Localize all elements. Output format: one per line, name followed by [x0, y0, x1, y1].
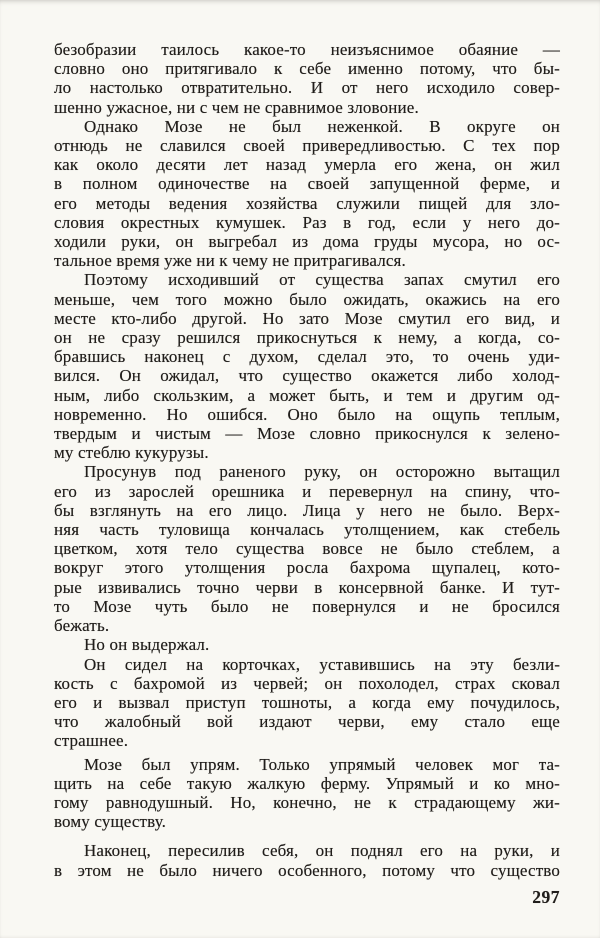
text-line: бежать. [54, 616, 110, 636]
text-line: новременно. Но ошибся. Оно было на ощупь теплым, [54, 404, 560, 424]
paragraph [54, 270, 560, 462]
text-line: месте кто-либо другой. Но зато Мозе смутил его вид, и [54, 308, 560, 328]
text-line: словия окрестных кумушек. Раз в год, если у него до- [54, 212, 560, 232]
text-line: как около десяти лет назад умерла его жена, он жил [54, 155, 560, 175]
text-line: словно оно притягивало к себе именно потому, что бы- [54, 59, 560, 79]
text-line: безобразии таилось какое-то неизъяснимое обаяние — [54, 40, 560, 59]
text-line: щить на себе такую жалкую ферму. Упрямый и ко мно- [54, 773, 560, 793]
text-line: вился. Он ожидал, что существо окажется либо холод- [54, 366, 560, 386]
text-line: он не сразу решился прикоснуться к нему, а когда, со- [54, 328, 560, 348]
text-line: кость с бахромой из червей; он похолодел, страх сковал [54, 673, 560, 693]
paragraph [54, 841, 560, 879]
text-line: отнюдь не славился своей привередливостью. С тех пор [54, 136, 560, 156]
text-line: ным, либо скользким, а может быть, и тем и другим од- [54, 385, 560, 405]
page-number: 297 [532, 887, 560, 907]
text-line: гому равнодушный. Но, конечно, не к страдающему жи- [54, 792, 560, 812]
text-line: Он сидел на корточках, уставившись на эту безли- [84, 654, 560, 674]
text-line: его и вызвал приступ тошноты, а когда ему почудилось, [54, 692, 560, 712]
text-line: рые извивались точно черви в консервной банке. И тут- [54, 577, 560, 597]
text-line: ходили руки, он выгребал из дома груды мусора, но ос- [54, 232, 560, 252]
text-line: Наконец, пересилив себя, он поднял его на руки, и [84, 841, 560, 861]
text-line: Просунув под раненого руку, он осторожно вытащил [84, 462, 560, 482]
text-line: ло настолько отвратительно. И от него исходило совер- [54, 78, 560, 98]
text-line: страшнее. [54, 731, 129, 751]
text-line: цветком, хотя тело существа вовсе не было стеблем, а [54, 539, 560, 559]
paragraph [54, 755, 560, 832]
text-line: бы взглянуть на его лицо. Лица у него не было. Верх- [54, 500, 560, 520]
text-line: меньше, чем того можно было ожидать, окажись на его [54, 289, 560, 309]
paragraph [54, 40, 560, 117]
text-line: что жалобный вой издают черви, ему стало еще [54, 712, 560, 732]
paragraph [54, 117, 560, 271]
text-line: его методы ведения хозяйства служили пищей для зло- [54, 193, 560, 213]
text-line: вому существу. [54, 812, 167, 832]
text-line: то Мозе чуть было не повернулся и не бросился [54, 596, 560, 616]
text-line: в этом не было ничего особенного, потому что существо [54, 860, 560, 880]
text-line: вокруг этого утолщения росла бахрома щупалец, кото- [54, 558, 560, 578]
text-line: му стеблю кукурузы. [54, 443, 209, 463]
page-text [54, 40, 560, 880]
text-line: тальное время уже ни к чему не притрагивался. [54, 251, 406, 271]
text-line: Поэтому исходивший от существа запах смутил его [84, 270, 560, 290]
text-line: Однако Мозе не был неженкой. В округе он [84, 116, 560, 136]
text-line: в полном одиночестве на своей запущенной ферме, и [54, 174, 560, 194]
text-line: няя часть туловища кончалась утолщением, как стебель [54, 520, 560, 540]
text-line: Мозе был упрям. Только упрямый человек мог та- [84, 754, 560, 774]
text-line: его из зарослей орешника и перевернул на спину, что- [54, 481, 560, 501]
paragraph [54, 635, 560, 654]
text-line: твердым и чистым — Мозе словно прикоснулся к зелено- [54, 424, 560, 444]
text-line: шенно ужасное, ни с чем не сравнимое зловоние. [54, 97, 419, 117]
text-line: Но он выдержал. [84, 635, 210, 655]
text-line: бравшись наконец с духом, сделал это, то очень уди- [54, 347, 560, 367]
paragraph [54, 462, 560, 635]
paragraph [54, 655, 560, 751]
